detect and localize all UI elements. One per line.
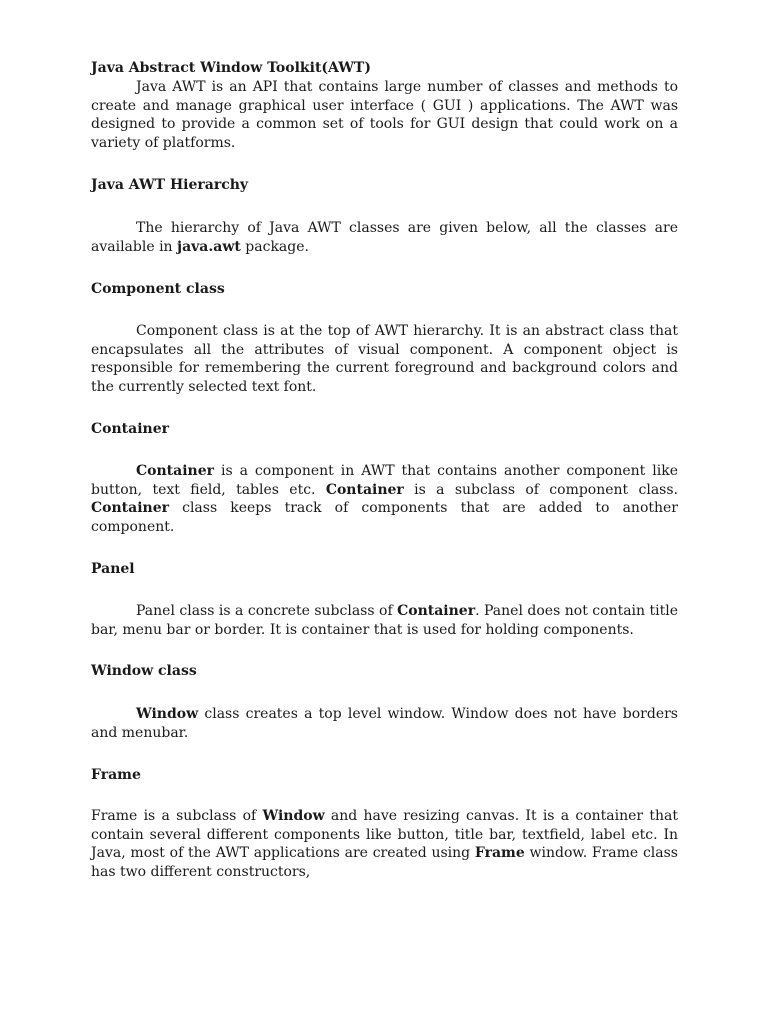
- term-container: Container: [91, 500, 169, 516]
- term-window: Window: [262, 808, 325, 824]
- paragraph-awt-intro: Java AWT is an API that contains large number of classes and methods to create and manage graphical user interface ( GUI ) applications. The AWT was designed to provide a common set of tools for GUI design that could work on a variety of platforms.: [91, 79, 678, 151]
- term-container: Container: [397, 603, 476, 619]
- term-java-awt: java.awt: [177, 238, 241, 255]
- heading-panel: Panel: [91, 561, 135, 577]
- term-frame: Frame: [474, 845, 525, 861]
- paragraph-component: Component class is at the top of AWT hierarchy. It is an abstract class that encapsulates all the attributes of visual component. A component object is responsible for remembering the current foreground and background colors and the currently selected text font.: [91, 323, 678, 395]
- paragraph-panel: Panel class is a concrete subclass of Container. Panel does not contain title bar, menu bar or border. It is container that is used for holding components.: [91, 603, 679, 638]
- paragraph-window: Window class creates a top level window. Window does not have borders and menubar.: [91, 706, 678, 741]
- heading-window-class: Window class: [91, 663, 197, 679]
- heading-java-awt: Java Abstract Window Toolkit(AWT): [91, 60, 371, 76]
- term-window: Window: [136, 706, 199, 722]
- paragraph-frame: Frame is a subclass of Window and have resizing canvas. It is a container that contain several different components like button, title bar, textfield, label etc. In Java, most of the AWT applications are created using Frame window. Frame class has two different constructors,: [91, 808, 678, 880]
- term-container: Container: [325, 481, 404, 498]
- paragraph-container: Container is a component in AWT that contains another component like button, text field, tables etc. Container is a subclass of component class. Container class keeps track of components that are added to another component.: [91, 463, 678, 535]
- heading-frame: Frame: [91, 767, 141, 783]
- heading-awt-hierarchy: Java AWT Hierarchy: [91, 177, 249, 193]
- heading-container: Container: [91, 421, 169, 437]
- heading-component-class: Component class: [91, 281, 225, 297]
- paragraph-hierarchy: The hierarchy of Java AWT classes are given below, all the classes are available in java.awt package.: [91, 220, 678, 255]
- term-container: Container: [136, 463, 214, 479]
